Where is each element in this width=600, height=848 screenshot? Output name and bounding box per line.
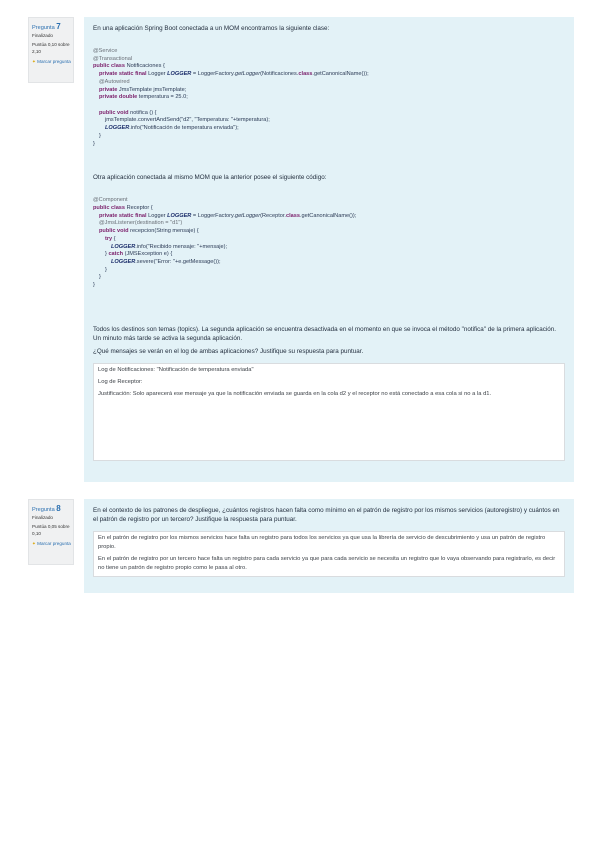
question-intro-2: Otra aplicación conectada al mismo MOM que la anterior posee el siguiente código: (93, 174, 327, 182)
code-line: public void notifica () { (99, 109, 157, 116)
flag-question-link[interactable]: ✦ Marcar pregunta (32, 540, 71, 546)
question-paragraph: Todos los destinos son temas (topics). La segunda aplicación se encuentra desactivada en el momento en que se invoca el método "notifica" de la primera aplicación. Un minuto más tarde se activa la segunda aplicación. (93, 325, 557, 342)
question-grade: Puntúa 0,10 sobre 2,10 (32, 42, 70, 54)
code-line: @JmsListener(destination = "d1") (99, 220, 183, 227)
question-prompt: ¿Qué mensajes se verán en el log de ambas aplicaciones? Justifique su respuesta para puntuar. (93, 347, 364, 355)
question-intro: En una aplicación Spring Boot conectada a un MOM encontramos la siguiente clase: (93, 25, 330, 32)
question-prompt: En el contexto de los patrones de despliegue, ¿cuántos registros hacen falta como mínimo en el patrón de registro por los mismos servicios (autoregistro) y cuántos en el patrón de registro por un tercero? Justifique la respuesta para puntuar. (93, 507, 560, 523)
question-state: Finalizado (32, 32, 53, 38)
code-line (93, 102, 565, 110)
question-number: Pregunta 7 (32, 22, 61, 31)
answer-line: Justificación: Solo aparecerá ese mensaje ya que la notificación enviada se guarda en la cola d2 y el receptor no está conectado a esa cola si no a la d1. (98, 390, 492, 397)
code-line: public class Notificaciones { (93, 63, 165, 70)
code-line: } (105, 266, 107, 273)
code-block-receptor (93, 197, 565, 290)
question-info (28, 499, 74, 565)
answer-box[interactable] (93, 531, 565, 577)
code-line: LOGGER.info("Notificación de temperatura enviada"); (105, 125, 239, 132)
code-line: private double temperatura = 25.0; (99, 94, 188, 101)
code-line: @Service (93, 47, 118, 54)
code-line: } (93, 140, 95, 147)
code-line: @Autowired (99, 78, 130, 85)
code-line: private static final Logger LOGGER = LoggerFactory.getLogger(Notificaciones.class.getCanonicalName()); (99, 71, 369, 78)
code-line: } (99, 274, 101, 281)
answer-line: En el patrón de registro por los mismos servicios hace falta un registro para todos los servicios ya que usa la librería de servicio de descubrimiento y usa un patrón de registro propio. (98, 534, 546, 550)
answer-line: Log de Notificaciones: "Notificación de temperatura enviada" (98, 366, 254, 373)
answer-line: Log de Receptor: (98, 378, 143, 385)
flag-question-link[interactable]: ✦ Marcar pregunta (32, 58, 71, 64)
question-number: Pregunta 8 (32, 504, 61, 513)
code-line: LOGGER.severe("Error: "+e.getMessage()); (111, 258, 221, 265)
code-block-notificaciones (93, 48, 565, 148)
code-line: public void recepcion(String mensaje) { (99, 228, 199, 235)
answer-line: En el patrón de registro por un tercero hace falta un registro para cada servicio ya que para cada servicio se necesita un registro que lo vaya observando para registrarlo, es decir no tiene un patrón de registro propio como le pasa al otro. (98, 555, 556, 571)
code-line: private static final Logger LOGGER = LoggerFactory.getLogger(Receptor.class.getCanonicalName()); (99, 212, 357, 219)
code-line: public class Receptor { (93, 204, 153, 211)
code-line: jmsTemplate.convertAndSend("d2", "Temperatura: "+temperatura); (105, 117, 270, 124)
code-line: } (93, 282, 95, 289)
question-info (28, 17, 74, 83)
question-content (84, 17, 574, 482)
code-line: @Transactional (93, 55, 133, 62)
code-line: } catch (JMSException e) { (105, 251, 173, 258)
code-line: LOGGER.info("Recibido mensaje: "+mensaje); (111, 243, 228, 250)
code-line: } (99, 132, 101, 139)
flag-icon: ✦ (32, 540, 36, 546)
code-line: try { (105, 235, 116, 242)
question-state: Finalizado (32, 514, 53, 520)
answer-box[interactable] (93, 363, 565, 461)
question-content (84, 499, 574, 593)
flag-icon: ✦ (32, 58, 36, 64)
code-line: private JmsTemplate jmsTemplate; (99, 86, 187, 93)
question-grade: Puntúa 0,05 sobre 0,10 (32, 524, 70, 536)
code-line: @Component (93, 197, 128, 204)
